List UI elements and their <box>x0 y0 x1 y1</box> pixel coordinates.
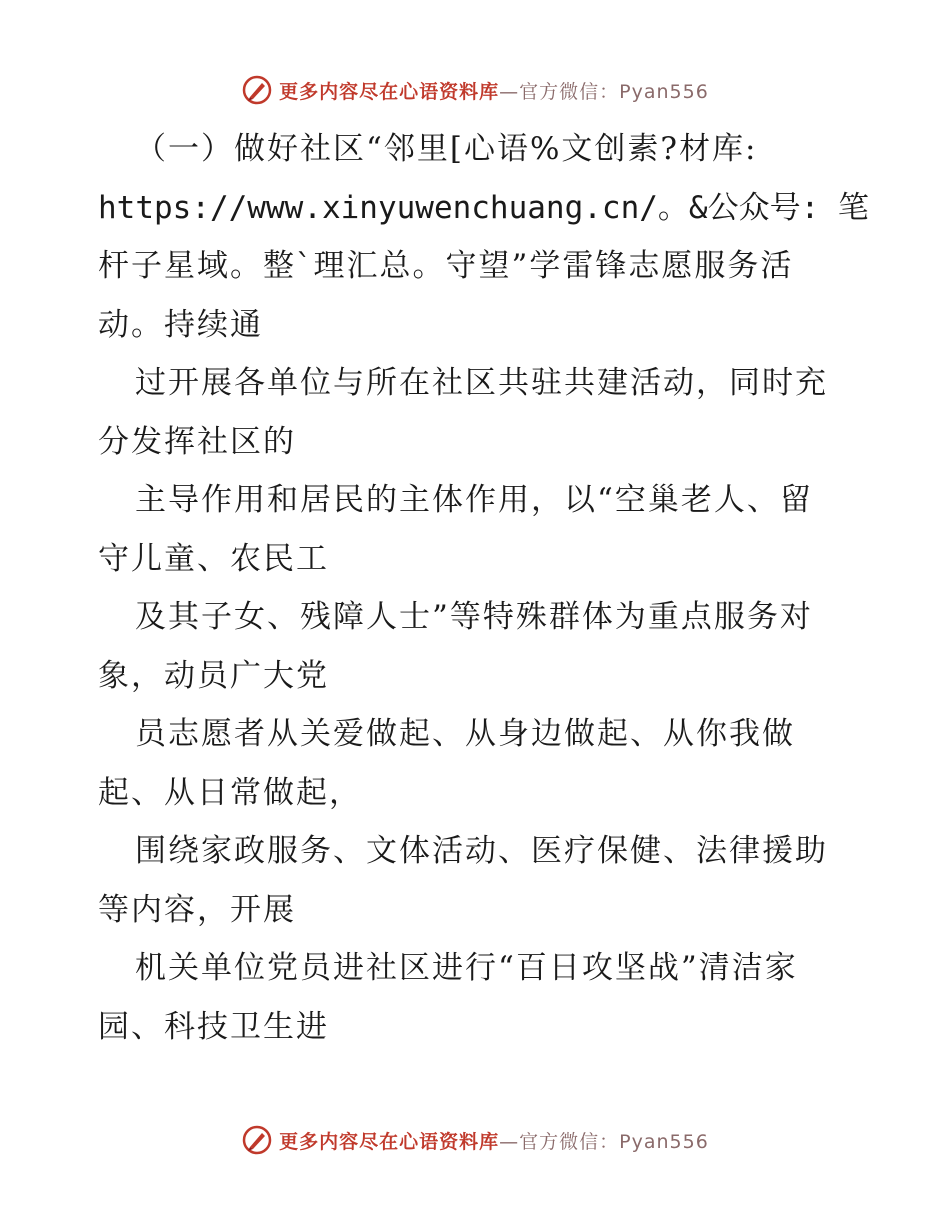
text-line: 机关单位党员进社区进行“百日攻坚战”清洁家 <box>135 950 798 986</box>
text-line: 守儿童、农民工 <box>98 540 329 577</box>
document-body <box>98 120 869 1056</box>
text-line: 杆子星域。整`理汇总。守望”学雷锋志愿服务活 <box>98 248 794 284</box>
watermark-brand: 更多内容尽在心语资料库 <box>279 80 500 103</box>
text-line: 围绕家政服务、文体活动、医疗保健、法律援助 <box>135 833 828 869</box>
watermark-brand: 更多内容尽在心语资料库 <box>279 1130 500 1153</box>
text-line: 象，动员广大党 <box>98 657 329 694</box>
text-line: 等内容，开展 <box>98 891 296 928</box>
text-line: 主导作用和居民的主体作用，以“空巢老人、留 <box>135 482 813 518</box>
pen-logo-icon <box>241 1124 273 1156</box>
header-watermark <box>0 70 950 110</box>
pen-logo-icon <box>241 74 273 106</box>
text-line: 分发挥社区的 <box>98 423 296 460</box>
text-line: 员志愿者从关爱做起、从身边做起、从你我做 <box>135 716 795 752</box>
text-line: （一）做好社区“邻里[心语%文创素?材库: <box>135 131 758 167</box>
text-line: 及其子女、残障人士”等特殊群体为重点服务对 <box>135 599 813 635</box>
text-line: https://www.xinyuwenchuang.cn/。&公众号: 笔 <box>98 189 869 226</box>
watermark-contact: —官方微信：Pyan556 <box>499 1130 709 1153</box>
watermark-text <box>279 1127 709 1154</box>
text-line: 园、科技卫生进 <box>98 1008 329 1045</box>
text-line: 起、从日常做起， <box>98 774 362 811</box>
text-line: 过开展各单位与所在社区共驻共建活动，同时充 <box>135 365 828 401</box>
watermark-text <box>279 77 709 104</box>
text-line: 动。持续通 <box>98 306 263 343</box>
watermark-contact: —官方微信：Pyan556 <box>499 80 709 103</box>
footer-watermark <box>0 1120 950 1160</box>
